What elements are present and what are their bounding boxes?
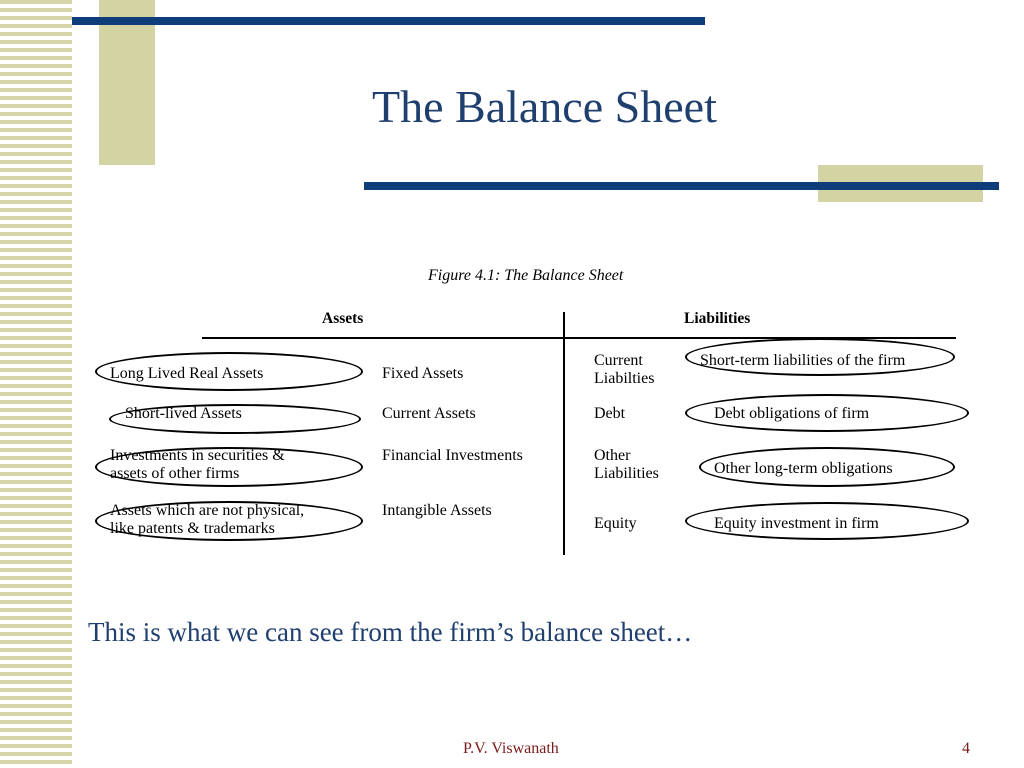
asset-category: Intangible Assets bbox=[382, 502, 492, 519]
asset-description-line2: assets of other firms bbox=[110, 465, 240, 482]
liability-category: Debt bbox=[594, 405, 626, 422]
liabilities-header: Liabilities bbox=[684, 310, 751, 327]
liability-category-line2: Liabilities bbox=[594, 465, 659, 482]
asset-description: Short-lived Assets bbox=[125, 405, 242, 422]
asset-description-line2: like patents & trademarks bbox=[110, 520, 275, 537]
asset-category: Financial Investments bbox=[382, 447, 523, 464]
figure-vertical-divider bbox=[563, 312, 565, 555]
top-accent-bar bbox=[72, 17, 705, 25]
asset-description: Long Lived Real Assets bbox=[110, 365, 264, 382]
liability-description: Debt obligations of firm bbox=[714, 405, 870, 422]
liability-category: Equity bbox=[594, 515, 637, 532]
liability-category-line1: Current bbox=[594, 352, 643, 369]
asset-category: Current Assets bbox=[382, 405, 476, 422]
figure-caption: Figure 4.1: The Balance Sheet bbox=[428, 267, 624, 284]
slide-subline: This is what we can see from the firm’s balance sheet… bbox=[88, 617, 693, 647]
asset-description-line1: Investments in securities & bbox=[110, 447, 285, 464]
bottom-accent-bar bbox=[364, 182, 999, 190]
left-stripe-decoration bbox=[0, 0, 72, 768]
liability-description: Equity investment in firm bbox=[714, 515, 879, 532]
slide-title: The Balance Sheet bbox=[372, 81, 717, 132]
liability-category-line2: Liabilties bbox=[594, 370, 655, 387]
liability-description: Other long-term obligations bbox=[714, 460, 893, 477]
asset-description-line1: Assets which are not physical, bbox=[110, 502, 305, 519]
page-number: 4 bbox=[962, 740, 970, 757]
footer-author: P.V. Viswanath bbox=[463, 740, 559, 757]
assets-header: Assets bbox=[322, 310, 364, 327]
liability-category-line1: Other bbox=[594, 447, 631, 464]
liability-description: Short-term liabilities of the firm bbox=[700, 352, 906, 369]
asset-category: Fixed Assets bbox=[382, 365, 464, 382]
